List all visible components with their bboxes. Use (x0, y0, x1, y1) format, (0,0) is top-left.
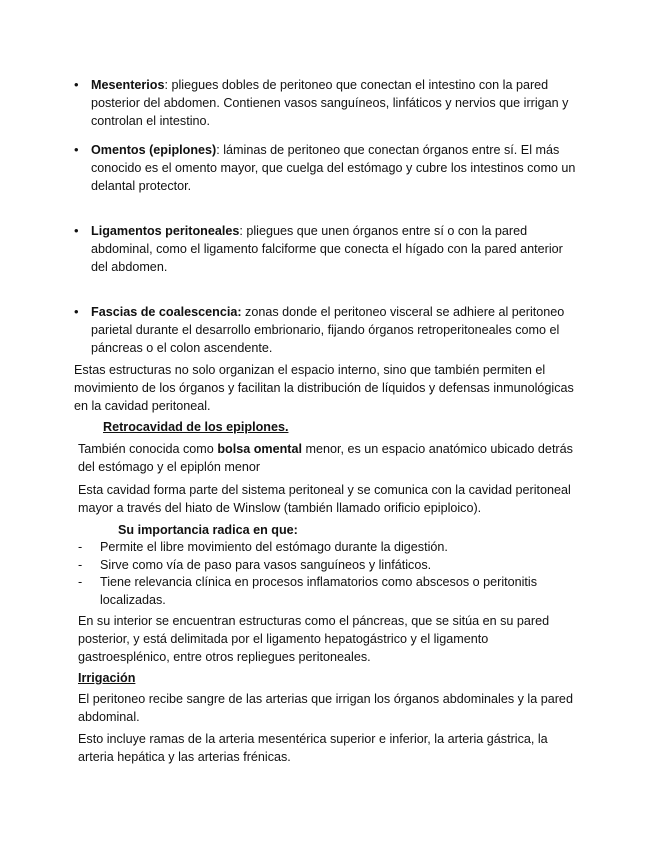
bullet-text: : pliegues que unen órganos entre sí o con la pared abdominal, como el ligamento falciforme que conecta el hígado con la pared anterior del abdomen. (91, 224, 563, 274)
document-page: • Mesenterios: pliegues dobles de peritoneo que conectan el intestino con la pared posterior del abdomen. Contienen vasos sanguíneos, linfáticos y nervios que irrigan y controlan el intestino. • Omentos (epiplones): láminas de peritoneo que conectan órganos entre sí. El más conocido es el omento mayor, que cuelga del estómago y cubre los intestinos como un delantal protector. • Ligamentos peritoneales: pliegues que unen órganos entre sí o con la pared abdominal, como el ligamento falciforme que conecta el hígado con la pared anterior del abdomen. • Fascias de coalescencia: zonas donde el peritoneo visceral se adhiere al peritoneo parietal durante el desarrollo embrionario, fijando órganos retroperitoneales como el páncreas o el colon ascendente. Estas estructuras no solo organizan el espacio interno, sino que también permiten el movimiento de los órganos y facilitan la distribución de líquidos y defensas inmunológicas en la cavidad peritoneal. Retrocavidad de los epiplones. También conocida como bolsa omental menor, es un espacio anatómico ubicado detrás del estómago y el epiplón menor Esta cavidad forma parte del sistema peritoneal y se comunica con la cavidad peritoneal mayor a través del hiato de Winslow (también llamado orificio epiploico). Su importancia radica en que: - Permite el libre movimiento del estómago durante la digestión. - Sirve como vía de paso para vasos sanguíneos y linfáticos. - Tiene relevancia clínica en procesos inflamatorios como abscesos o peritonitis localizadas. En su interior se encuentran estructuras como el páncreas, que se sitúa en su pared posterior, y está delimitada por el ligamento hepatogástrico y el ligamento gastroesplénico, entre otros repliegues peritoneales. Irrigación El peritoneo recibe sangre de las arterias que irrigan los órganos abdominales y la pared abdominal. Esto incluye ramas de la arteria mesentérica superior e inferior, la arteria gástrica, la arteria hepática y las arterias frénicas. (0, 0, 655, 848)
bullet-text: : láminas de peritoneo que conectan órganos entre sí. El más conocido es el omento mayor, que cuelga del estómago y cubre los intestinos como un delantal protector. (91, 143, 576, 193)
section-heading-irrigacion: Irrigación (78, 671, 136, 685)
bullet-dot: • (74, 304, 79, 319)
dash-marker: - (78, 558, 83, 572)
bullet-term: Mesenterios (91, 78, 165, 92)
bolsa-omental-term: bolsa omental (217, 442, 302, 456)
bullet-dot: • (74, 142, 79, 157)
section-heading-retrocavidad: Retrocavidad de los epiplones. (103, 420, 289, 434)
retro-paragraph-2: Esta cavidad forma parte del sistema peritoneal y se comunica con la cavidad peritoneal mayor a través del hiato de Winslow (también llamado orificio epiploico). (78, 483, 571, 515)
dash-marker: - (78, 575, 83, 589)
retro-paragraph-1: También conocida como bolsa omental menor, es un espacio anatómico ubicado detrás del estómago y el epiplón menor (78, 442, 573, 474)
bullet-dot: • (74, 223, 79, 238)
bullet-term: Ligamentos peritoneales (91, 224, 240, 238)
bullet-text: : pliegues dobles de peritoneo que conectan el intestino con la pared posterior del abdomen. Contienen vasos sanguíneos, linfáticos y nervios que irrigan y controlan el intestino. (91, 78, 569, 128)
irrigacion-paragraph-1: El peritoneo recibe sangre de las arterias que irrigan los órganos abdominales y la pared abdominal. (78, 692, 573, 724)
dash-marker: - (78, 540, 83, 554)
bullet-text: zonas donde el peritoneo visceral se adhiere al peritoneo parietal durante el desarrollo embrionario, fijando órganos retroperitoneales como el páncreas o el colon ascendente. (91, 305, 565, 355)
retro-paragraph-3: En su interior se encuentran estructuras como el páncreas, que se sitúa en su pared posterior, y está delimitada por el ligamento hepatogástrico y el ligamento gastroesplénico, entre otros repliegues peritoneales. (78, 614, 550, 664)
bullet-term: Fascias de coalescencia: (91, 305, 242, 319)
bullet-term: Omentos (epiplones) (91, 143, 217, 157)
importance-heading: Su importancia radica en que: (118, 523, 298, 537)
bullet-dot: • (74, 77, 79, 92)
summary-paragraph: Estas estructuras no solo organizan el espacio interno, sino que también permiten el movimiento de los órganos y facilitan la distribución de líquidos y defensas inmunológicas en la cavidad peritoneal. (74, 363, 574, 413)
irrigacion-paragraph-2: Esto incluye ramas de la arteria mesentérica superior e inferior, la arteria gástrica, la arteria hepática y las arterias frénicas. (78, 732, 548, 764)
